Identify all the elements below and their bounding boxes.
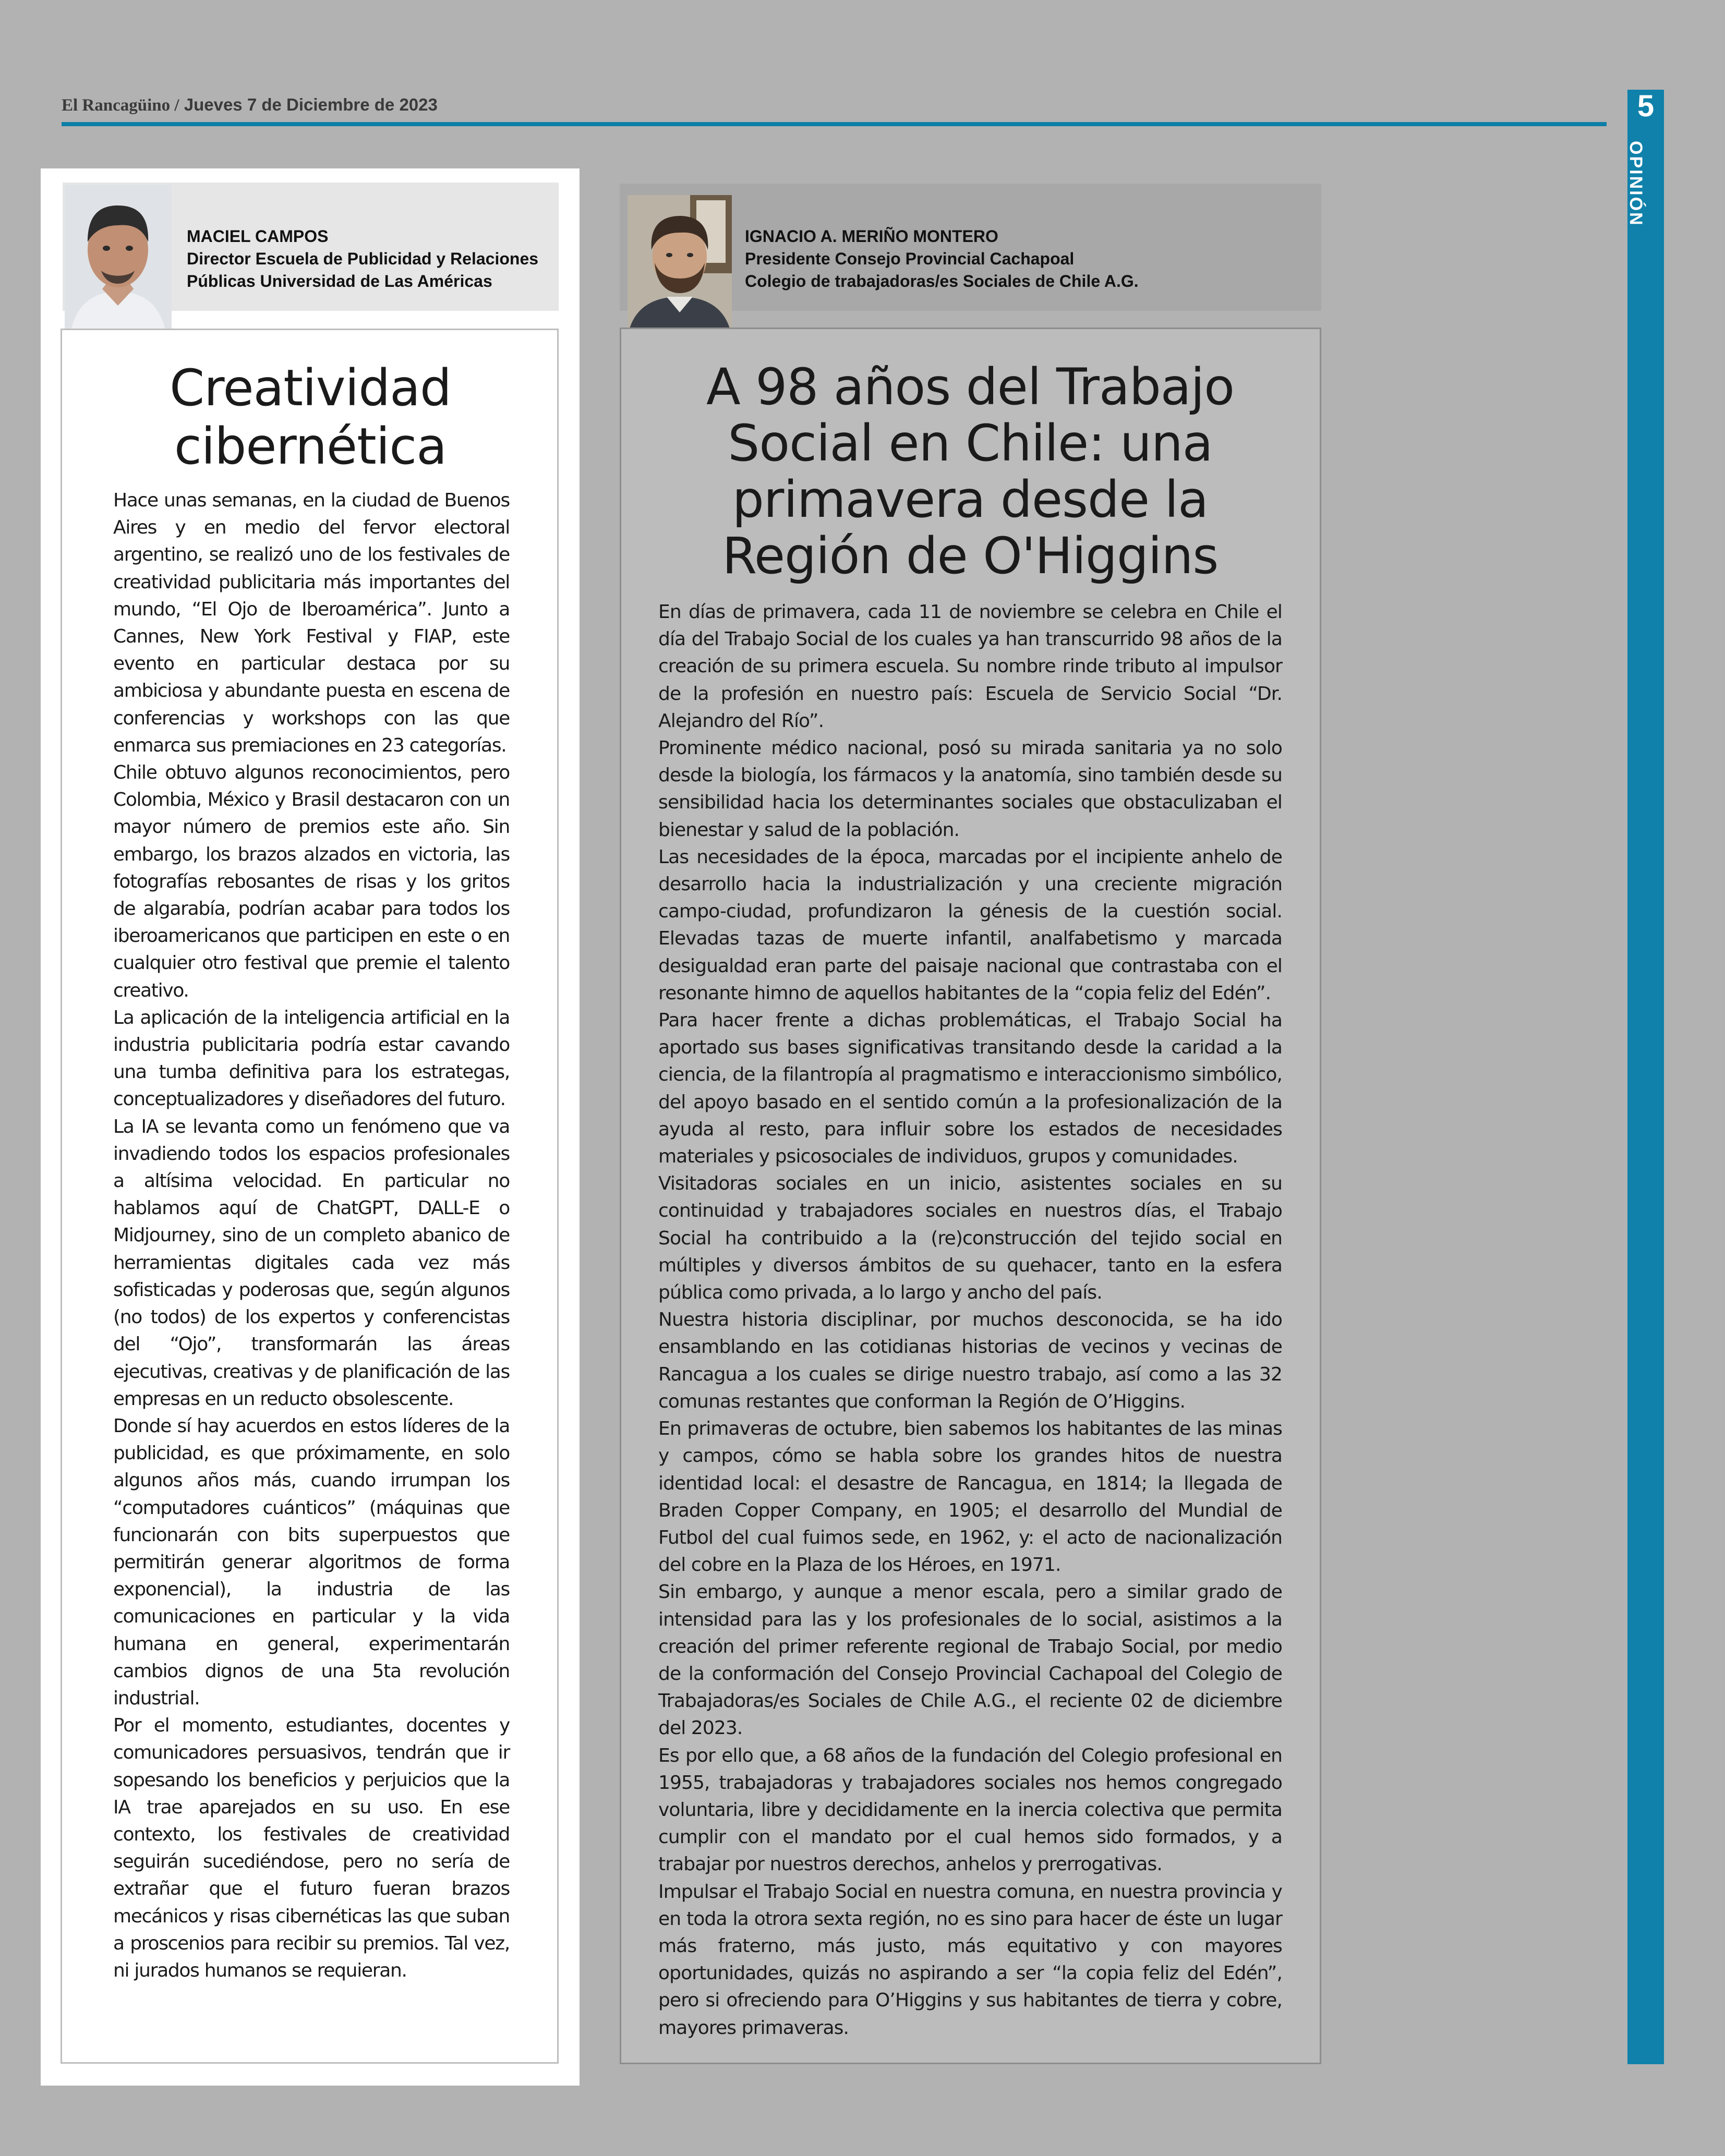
right-paragraph: Prominente médico nacional, posó su mirada sanitaria ya no solo desde la biología, los fármacos y la anatomía, sino también desde su sensibilidad hacia los determinantes sociales que obstaculizaban el bienestar y salud de la población. — [658, 737, 1282, 841]
right-author-role-line-1: Presidente Consejo Provincial Cachapoal — [745, 249, 1075, 268]
section-side-bar — [1627, 90, 1664, 2064]
right-author-name: IGNACIO A. MERIÑO MONTERO — [745, 227, 998, 246]
left-article-title — [73, 359, 548, 476]
right-paragraph: Para hacer frente a dichas problemáticas, el Trabajo Social ha aportado sus bases significativas transitando desde la caridad a la ciencia, de la filantropía al pragmatismo e interaccionismo simbólico, del apoyo basado en el sentido común a la profesionalización de la ayuda al resto, para influir sobre los estados de necesidades materiales y psicosociales de individuos, grupos y comunidades. — [658, 1010, 1282, 1168]
person-portrait-icon — [65, 185, 172, 336]
left-paragraph: Donde sí hay acuerdos en estos líderes de la publicidad, es que próximamente, en solo algunos años más, cuando irrumpan los “computadores cuánticos” (máquinas que funcionarán con bits superpuestos que permitirán generar algoritmos de forma exponencial), la industria de las comunicaciones en particular y la vida humana en general, experimentarán cambios dignos de una 5ta revolución industrial. — [113, 1415, 510, 1709]
right-title-line-1: A 98 años del Trabajo — [706, 358, 1234, 416]
left-paragraph: La IA se levanta como un fenómeno que va invadiendo todos los espacios profesionales a altísima velocidad. En particular no hablamos aquí de ChatGPT, DALL-E o Midjourney, sino de un completo abanico de herramientas digitales cada vez más sofisticadas y poderosas que, según algunos (no todos) de los expertos y conferencistas del “Ojo”, transformarán las áreas ejecutivas, creativas y de planificación de las empresas en un reducto obsolescente. — [113, 1116, 510, 1410]
right-paragraph: Las necesidades de la época, marcadas por el incipiente anhelo de desarrollo hacia la industrialización y una creciente migración campo-ciudad, profundizaron la génesis de la cuestión social. Elevadas tazas de muerte infantil, analfabetismo y marcada desigualdad eran parte del paisaje nacional que contrastaba con el resonante himno de aquellos habitantes de la “copia feliz del Edén”. — [658, 846, 1282, 1004]
right-paragraph: En días de primavera, cada 11 de noviembre se celebra en Chile el día del Trabajo Social de los cuales ya han transcurrido 98 años de la creación de su primera escuela. Su nombre rinde tributo al impulsor de la profesión en nuestro país: Escuela de Servicio Social “Dr. Alejandro del Río”. — [658, 601, 1282, 732]
right-paragraph: Sin embargo, y aunque a menor escala, pero a similar grado de intensidad para las y los profesionales de lo social, asistimos a la creación del primer referente regional de Trabajo Social, por medio de la conformación del Consejo Provincial Cachapoal del Colegio de Trabajadoras/es Sociales de Chile A.G., el reciente 02 de diciembre del 2023. — [658, 1581, 1282, 1739]
masthead-paper-name: El Rancagüino / — [62, 96, 179, 115]
left-title-line-1: Creatividad — [170, 359, 451, 417]
masthead-date: Jueves 7 de Diciembre de 2023 — [184, 95, 438, 114]
right-paragraph: Es por ello que, a 68 años de la fundación del Colegio profesional en 1955, trabajadoras y trabajadores sociales nos hemos congregado voluntaria, libre y decididamente en la inercia colectiva que permita cumplir con el mandato por el cual hemos sido formados, y a trabajar por nuestros derechos, anhelos y prerrogativas. — [658, 1745, 1282, 1875]
left-author-name: MACIEL CAMPOS — [187, 227, 329, 246]
left-author-role-line-2: Públicas Universidad de Las Américas — [187, 272, 492, 290]
right-paragraph: Visitadoras sociales en un inicio, asistentes sociales en su continuidad y trabajadores sociales en nuestros días, el Trabajo Social ha contribuido a la (re)construcción del tejido social en múltiples y diversos ámbitos de su quehacer, tanto en la esfera pública como privada, a lo largo y ancho del país. — [658, 1173, 1282, 1304]
author-photo-ignacio-merino — [628, 195, 732, 337]
left-author-byline — [187, 225, 538, 293]
page-number: 5 — [1637, 89, 1655, 123]
right-author-byline — [745, 225, 1139, 293]
left-title-line-2: cibernética — [174, 417, 447, 476]
right-article-body — [658, 599, 1282, 2042]
left-article-body — [113, 487, 510, 1984]
header-rule — [62, 122, 1607, 126]
right-paragraph: Nuestra historia disciplinar, por muchos desconocida, se ha ido ensamblando en las cotidianas historias de vecinos y vecinas de Rancagua a los cuales se dirige nuestro trabajo, así como a las 32 comunas restantes que conforman la Región de O’Higgins. — [658, 1309, 1282, 1412]
left-paragraph: Chile obtuvo algunos reconocimientos, pero Colombia, México y Brasil destacaron con un mayor número de premios este año. Sin embargo, los brazos alzados en victoria, las fotografías rebosantes de risas y los gritos de algarabía, podrían acabar para todos los iberoamericanos que participen en este o en cualquier otro festival que premie el talento creativo. — [113, 762, 510, 1001]
left-paragraph: Por el momento, estudiantes, docentes y comunicadores persuasivos, tendrán que ir sopesando los beneficios y perjuicios que la IA trae aparejados en su uso. En ese contexto, los festivales de creatividad seguirán sucediéndose, pero no sería de extrañar que el futuro fueran brazos mecánicos y risas cibernéticas las que suban a proscenios para recibir su premios. Tal vez, ni jurados humanos se requieran. — [113, 1715, 510, 1981]
author-photo-maciel-campos — [65, 185, 172, 336]
right-title-line-3: primavera desde la — [732, 470, 1209, 529]
right-article-title — [631, 359, 1309, 584]
right-paragraph: En primaveras de octubre, bien sabemos los habitantes de las minas y campos, cómo se habla sobre los grandes hitos de nuestra identidad local: el desastre de Rancagua, en 1814; la llegada de Braden Copper Company, en 1905; el desarrollo del Mundial de Futbol del cual fuimos sede, en 1962, y: el acto de nacionalización del cobre en la Plaza de los Héroes, en 1971. — [658, 1418, 1282, 1576]
right-author-role-line-2: Colegio de trabajadoras/es Sociales de Chile A.G. — [745, 272, 1139, 290]
right-title-line-4: Región de O'Higgins — [722, 527, 1219, 585]
left-author-role-line-1: Director Escuela de Publicidad y Relaciones — [187, 249, 539, 268]
section-label: OPINIÓN — [1626, 141, 1646, 227]
left-paragraph: Hace unas semanas, en la ciudad de Buenos Aires y en medio del fervor electoral argentino, se realizó uno de los festivales de creatividad publicitaria más importantes del mundo, “El Ojo de Iberoamérica”. Junto a Cannes, New York Festival y FIAP, este evento en particular destaca por su ambiciosa y abundante puesta en escena de conferencias y workshops con las que enmarca sus premiaciones en 23 categorías. — [113, 490, 510, 756]
masthead — [62, 95, 438, 115]
right-paragraph: Impulsar el Trabajo Social en nuestra comuna, en nuestra provincia y en toda la otrora sexta región, no es sino para hacer de éste un lugar más fraterno, más justo, más equitativo y con mayores oportunidades, quizás no aspirando a ser “la copia feliz del Edén”, pero si ofreciendo para O’Higgins y sus habitantes de tierra y cobre, mayores primaveras. — [658, 1881, 1282, 2039]
person-portrait-icon — [628, 195, 732, 337]
left-paragraph: La aplicación de la inteligencia artificial en la industria publicitaria podría estar cavando una tumba definitiva para los estrategas, conceptualizadores y diseñadores del futuro. — [113, 1007, 510, 1110]
right-title-line-2: Social en Chile: una — [728, 414, 1213, 473]
